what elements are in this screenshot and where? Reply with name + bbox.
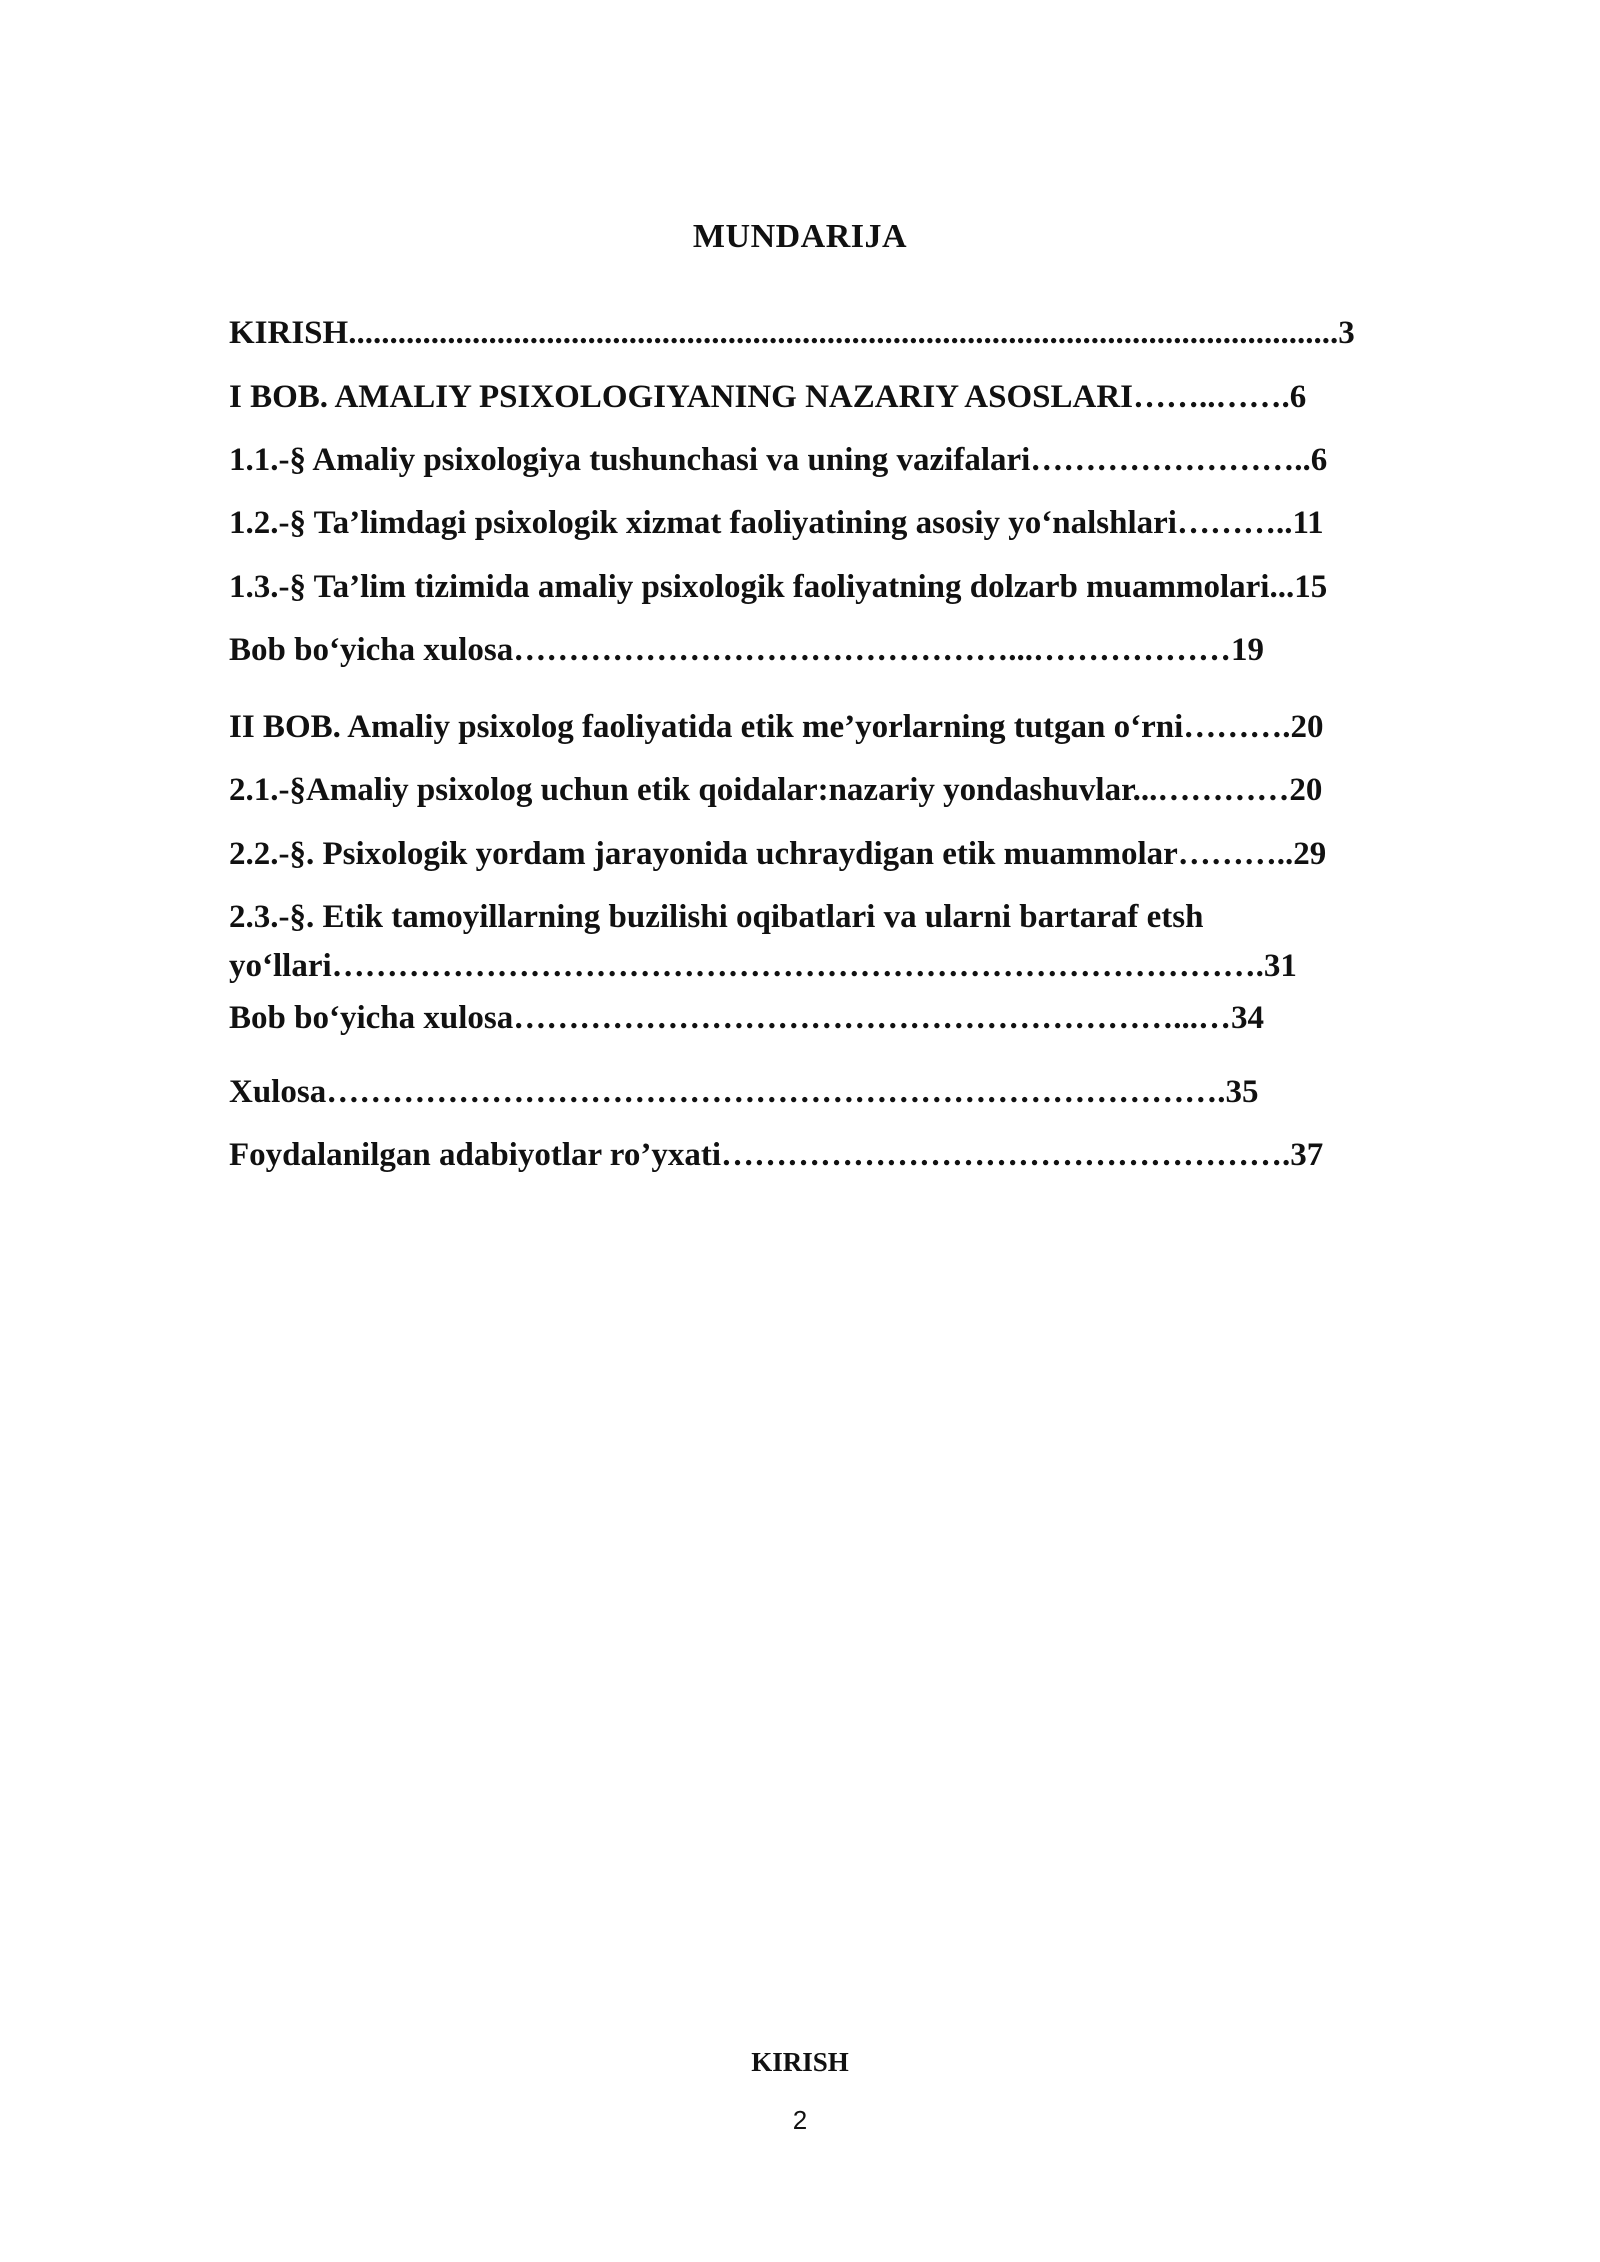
toc-entry-chapter-1: I BOB. AMALIY PSIXOLOGIYANING NAZARIY ASOSLARI……..…….6	[229, 379, 1307, 415]
toc-entry-conclusion: Xulosa……………………………………………………………………….35	[229, 1074, 1259, 1110]
toc-entry-references: Foydalanilgan adabiyotlar ro’yxati…………………………………………….37	[229, 1137, 1324, 1173]
toc-entry-kirish: KIRISH........................................................................................................................3	[229, 315, 1355, 351]
toc-entry-chapter-1-summary: Bob bo‘yicha xulosa………………………………………...………………19	[229, 632, 1264, 668]
toc-entry-section-1-3: 1.3.-§ Ta’lim tizimida amaliy psixologik faoliyatning dolzarb muammolari...15	[229, 569, 1328, 605]
footer-heading: KIRISH	[751, 2047, 849, 2077]
toc-entry-section-2-1: 2.1.-§Amaliy psixolog uchun etik qoidalar:nazariy yondashuvlar...…………20	[229, 772, 1323, 808]
toc-entry-section-2-3: 2.3.-§. Etik tamoyillarning buzilishi oqibatlari va ularni bartaraf etsh	[229, 899, 1204, 935]
page-title: MUNDARIJA	[692, 218, 908, 255]
toc-entry-section-2-2: 2.2.-§. Psixologik yordam jarayonida uchraydigan etik muammolar………..29	[229, 836, 1327, 872]
toc-entry-chapter-2-summary: Bob bo‘yicha xulosa……………………………………………………...…34	[229, 1000, 1264, 1036]
toc-entry-section-1-1: 1.1.-§ Amaliy psixologiya tushunchasi va uning vazifalari……………………..6	[229, 442, 1328, 478]
toc-entry-section-1-2: 1.2.-§ Ta’limdagi psixologik xizmat faoliyatining asosiy yo‘nalshlari………..11	[229, 505, 1324, 541]
page-number: 2	[792, 2105, 808, 2135]
toc-entry-section-2-3-continued: yo‘llari………………………………………………………………………….31	[229, 948, 1297, 984]
toc-entry-chapter-2: II BOB. Amaliy psixolog faoliyatida etik me’yorlarning tutgan o‘rni……….20	[229, 709, 1324, 745]
